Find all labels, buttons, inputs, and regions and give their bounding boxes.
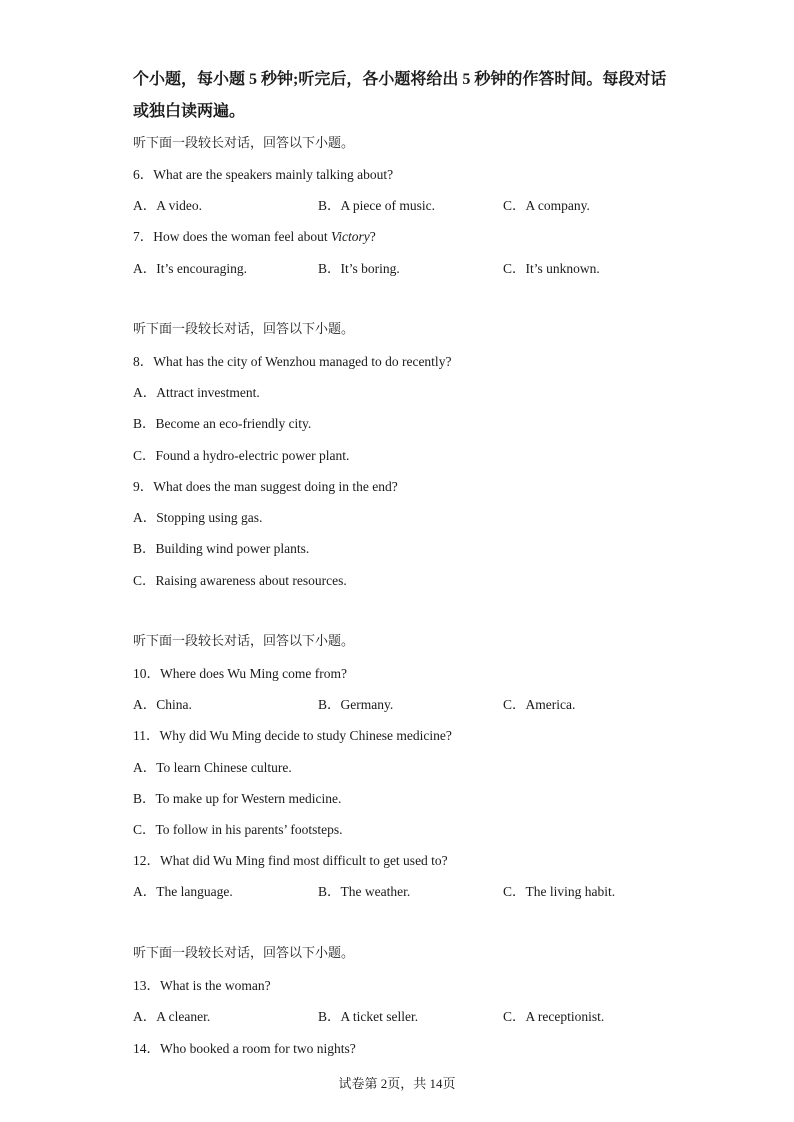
question-6-stem: 6．What are the speakers mainly talking about? [133, 167, 394, 182]
page-footer: 试卷第 2页，共 14页 [338, 1076, 456, 1091]
section-instruction: 听下面一段较长对话，回答以下小题。 [133, 633, 355, 648]
q10-option-a: A．China. [133, 697, 192, 712]
q7-option-b: B．It’s boring. [318, 261, 400, 276]
q9-option-b: B．Building wind power plants. [133, 541, 310, 556]
question-11-stem: 11．Why did Wu Ming decide to study Chinese medicine? [133, 728, 452, 743]
q8-option-a: A．Attract investment. [133, 385, 260, 400]
q13-option-a: A．A cleaner. [133, 1009, 211, 1024]
section-instruction: 听下面一段较长对话，回答以下小题。 [133, 135, 355, 150]
q9-option-a: A．Stopping using gas. [133, 510, 263, 525]
section-instruction: 听下面一段较长对话，回答以下小题。 [133, 945, 355, 960]
q10-option-b: B．Germany. [318, 697, 394, 712]
q8-option-c: C．Found a hydro-electric power plant. [133, 448, 350, 463]
q12-option-a: A．The language. [133, 884, 233, 899]
q11-option-c: C．To follow in his parents’ footsteps. [133, 822, 343, 837]
q6-option-c: C．A company. [503, 198, 590, 213]
q8-option-b: B．Become an eco-friendly city. [133, 416, 312, 431]
q13-option-b: B．A ticket seller. [318, 1009, 419, 1024]
q13-option-c: C．A receptionist. [503, 1009, 605, 1024]
q6-option-b: B．A piece of music. [318, 198, 435, 213]
q7-stem-pre: 7．How does the woman feel about [133, 229, 331, 244]
q6-option-a: A．A video. [133, 198, 202, 213]
q9-option-c: C．Raising awareness about resources. [133, 573, 347, 588]
q11-option-a: A．To learn Chinese culture. [133, 760, 292, 775]
question-9-stem: 9．What does the man suggest doing in the end? [133, 479, 398, 494]
section-instruction: 听下面一段较长对话，回答以下小题。 [133, 321, 355, 336]
question-10-stem: 10．Where does Wu Ming come from? [133, 666, 348, 681]
intro-line-2: 或独白读两遍。 [133, 103, 246, 120]
question-12-stem: 12．What did Wu Ming find most difficult to get used to? [133, 853, 448, 868]
q12-option-b: B．The weather. [318, 884, 411, 899]
question-13-stem: 13．What is the woman? [133, 978, 271, 993]
q7-stem-post: ? [369, 229, 376, 244]
question-14-stem: 14．Who booked a room for two nights? [133, 1041, 356, 1056]
q12-option-c: C．The living habit. [503, 884, 616, 899]
question-8-stem: 8．What has the city of Wenzhou managed to do recently? [133, 354, 452, 369]
question-7-stem [133, 225, 376, 245]
q7-stem-title: Victory [330, 229, 370, 244]
q10-option-c: C．America. [503, 697, 576, 712]
q11-option-b: B．To make up for Western medicine. [133, 791, 342, 806]
q7-option-c: C．It’s unknown. [503, 261, 600, 276]
intro-line-1: 个小题，每小题 5 秒钟;听完后，各小题将给出 5 秒钟的作答时间。每段对话 [133, 71, 667, 88]
q7-option-a: A．It’s encouraging. [133, 261, 247, 276]
